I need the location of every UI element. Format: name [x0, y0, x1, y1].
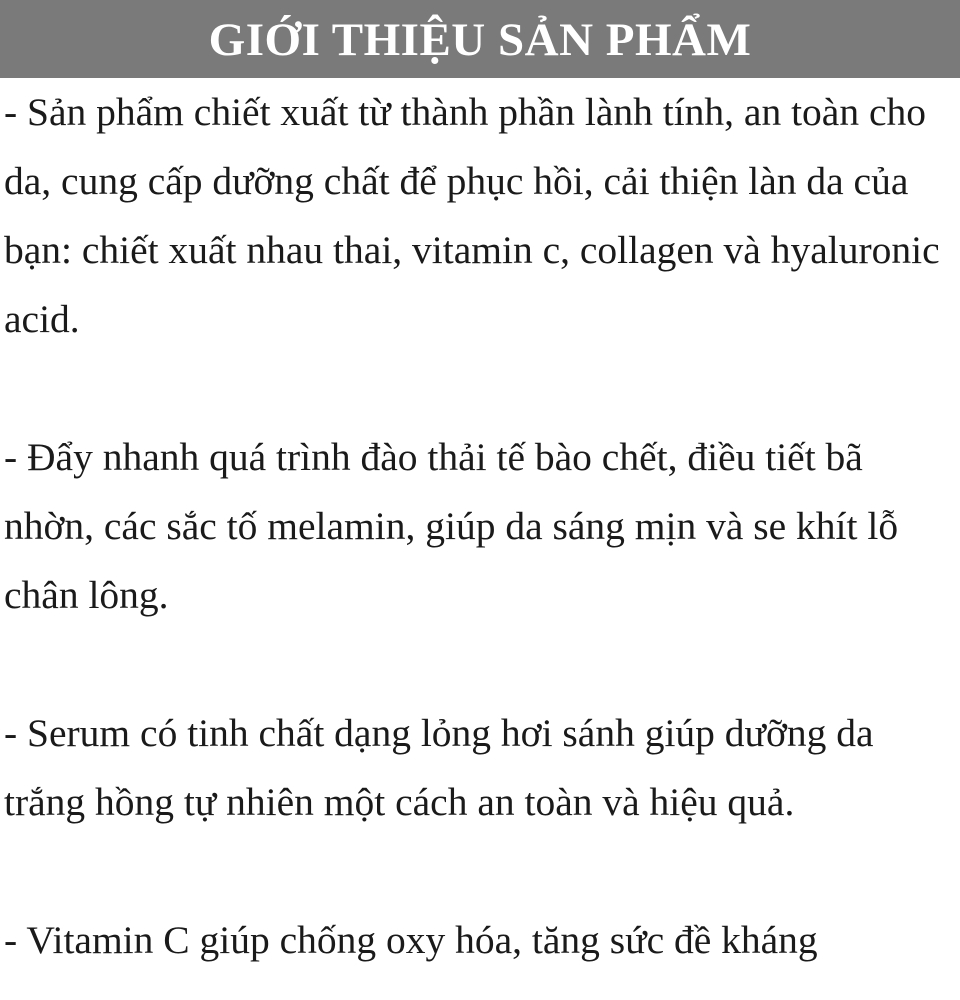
section-header	[0, 0, 960, 78]
paragraph-vitamin-c: - Vitamin C giúp chống oxy hóa, tăng sức đề kháng	[4, 918, 818, 962]
paragraph-spacer	[4, 630, 960, 699]
paragraph-serum-texture: - Serum có tinh chất dạng lỏng hơi sánh giúp dưỡng da trắng hồng tự nhiên một cách an toàn và hiệu quả.	[4, 711, 874, 824]
product-description	[0, 78, 960, 975]
section-title: GIỚI THIỆU SẢN PHẨM	[208, 13, 752, 66]
paragraph-skin-benefits: - Đẩy nhanh quá trình đào thải tế bào chết, điều tiết bã nhờn, các sắc tố melamin, giúp da sáng mịn và se khít lỗ chân lông.	[4, 435, 899, 617]
paragraph-spacer	[4, 837, 960, 906]
paragraph-spacer	[4, 354, 960, 423]
paragraph-ingredients: - Sản phẩm chiết xuất từ thành phần lành tính, an toàn cho da, cung cấp dưỡng chất để phục hồi, cải thiện làn da của bạn: chiết xuất nhau thai, vitamin c, collagen và hyaluronic acid.	[4, 90, 940, 341]
